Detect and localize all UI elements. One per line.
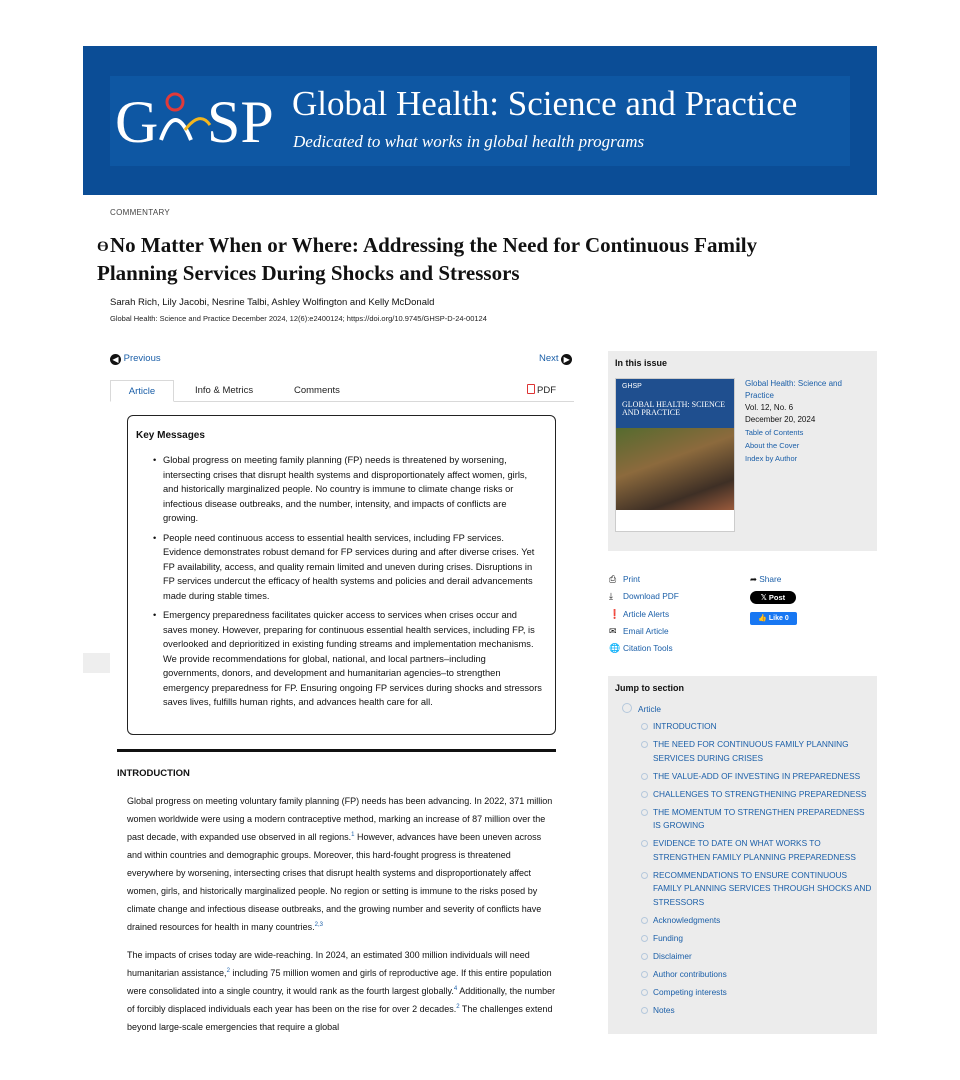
print-label: Print [623,574,641,584]
ghsp-logo [115,80,275,160]
cover-header [616,379,735,428]
citation-tools-label: Citation Tools [623,643,673,653]
reference-link[interactable]: 4 [453,986,458,992]
article-title [97,232,827,286]
issue-date: December 20, 2024 [745,415,816,424]
table-of-contents-link[interactable]: Table of Contents [745,428,804,437]
print-link[interactable] [609,574,640,585]
alert-icon: ❗ [609,609,621,619]
tab-pdf[interactable] [527,380,556,402]
fb-like-label: Like 0 [768,615,789,622]
article-alerts-label: Article Alerts [623,609,670,619]
section-divider [117,749,556,752]
download-pdf-link[interactable] [609,591,679,602]
printer-icon: ⎙ [609,574,617,584]
jump-link-value-add[interactable]: THE VALUE-ADD OF INVESTING IN PREPAREDNESS [641,770,873,784]
arrow-right-icon: ▶ [561,354,572,365]
text-run: Global progress on meeting voluntary family planning (FP) needs has been advancing. In 2022, 371 million women worldwide were using a modern contraceptive method, marking an increase of 87 million over the past decade, with expanded use observed in all regions. [127,796,553,842]
citation-tools-link[interactable] [609,643,673,654]
jump-article-label: Article [638,704,662,714]
reference-link[interactable]: 2,3 [314,922,323,928]
article-tabs [110,380,574,402]
intro-paragraph-2 [127,946,557,1036]
circle-icon [622,703,632,713]
jump-link-author-contributions[interactable]: Author contributions [641,968,873,982]
key-message-item: • People need continuous access to essential health services, including FP services. Evidence demonstrates robust demand for FP services during and after diverse crises. Yet FP availability, access, and quality remain limited and uneven during crises. Disruptions in FP services undercut the efficacy of health systems and policies and derail advancements made during stable times. [163,531,547,604]
thumbs-up-icon: 👍 [758,615,767,622]
journal-banner[interactable] [83,46,877,195]
article-title-text: No Matter When or Where: Addressing the Need for Continuous Family Planning Services During Shocks and Stressors [97,233,758,285]
issue-cover-image[interactable] [615,378,735,532]
tab-comments[interactable]: Comments [294,385,340,396]
jump-section-list [641,720,873,1022]
in-this-issue-panel [608,351,877,551]
reference-link[interactable]: 2 [226,968,230,974]
article-alerts-link[interactable] [609,609,669,620]
share-label: Share [759,574,782,584]
share-icon: ➦ [750,574,757,584]
text-run: Additionally, the number of forcibly displaced individuals each year has been on the rise for over 2 decades. [127,986,556,1014]
key-message-item: • Emergency preparedness facilitates quicker access to services when crises occur and saves money. However, preparing for continuous essential health services, including FP, is overlooked and deprioritized in existing funding streams and implementation mechanisms. We provide recommendations for global, national, and local partners–including governments, donors, and development and humanitarian agencies–to strengthen emergency preparedness for FP. Ensuring ongoing FP services during shocks and stressors saves lives, fulfills human rights, and advances health care for all. [163,608,547,710]
globe-icon: 🌐 [609,643,621,653]
jump-link-funding[interactable]: Funding [641,932,873,946]
x-post-button[interactable]: 𝕏 Post [750,591,796,604]
author-list[interactable]: Sarah Rich, Lily Jacobi, Nesrine Talbi, Ashley Wolfington and Kelly McDonald [110,297,435,308]
journal-tagline: Dedicated to what works in global health programs [293,132,645,151]
jump-link-momentum[interactable]: THE MOMENTUM TO STRENGTHEN PREPAREDNESS IS GROWING [641,806,873,833]
jump-article-link[interactable] [622,703,661,714]
reference-link[interactable]: 2 [456,1004,460,1010]
cover-logo: GHSP [622,383,642,390]
jump-to-section-panel [608,676,877,1034]
download-pdf-label: Download PDF [623,591,679,601]
article-tools [608,574,877,664]
issue-info [745,378,870,465]
journal-title: Global Health: Science and Practice [292,84,798,123]
text-run: including 75 million women and girls of reproductive age. If this entire population were consolidated into a single country, it would rank as the fourth largest globally. [127,968,552,996]
next-label: Next [539,353,559,364]
email-article-link[interactable] [609,626,669,637]
issue-volume: Vol. 12, No. 6 [745,403,794,412]
about-cover-link[interactable]: About the Cover [745,441,800,450]
svg-text:G: G [115,89,159,155]
reference-link[interactable]: 1 [351,832,355,838]
jump-link-disclaimer[interactable]: Disclaimer [641,950,873,964]
intro-paragraph-1 [127,792,557,936]
jump-link-acknowledgments[interactable]: Acknowledgments [641,914,873,928]
citation-line: Global Health: Science and Practice December 2024, 12(6):e2400124; https://doi.org/10.9745/GHSP-D-24-00124 [110,314,487,323]
envelope-icon: ✉ [609,626,617,636]
pdf-label: PDF [537,385,556,396]
jump-to-section-heading: Jump to section [615,683,685,693]
download-icon: ⤓ [609,591,613,601]
key-messages-list [136,453,547,710]
jump-link-evidence[interactable]: EVIDENCE TO DATE ON WHAT WORKS TO STRENGTHEN FAMILY PLANNING PREPAREDNESS [641,837,873,864]
arrow-left-icon: ◀ [110,354,121,365]
introduction-heading: INTRODUCTION [117,768,190,779]
jump-link-introduction[interactable]: INTRODUCTION [641,720,873,734]
tab-info-metrics[interactable]: Info & Metrics [195,385,254,396]
cover-footer [616,510,735,532]
banner-inner [110,76,850,166]
next-link[interactable] [539,353,572,365]
pdf-icon [527,384,535,394]
open-access-icon: ϴ [97,239,109,255]
section-label: COMMENTARY [110,208,171,217]
index-by-author-link[interactable]: Index by Author [745,454,798,463]
jump-link-need[interactable]: THE NEED FOR CONTINUOUS FAMILY PLANNING SERVICES DURING CRISES [641,738,873,765]
jump-link-competing-interests[interactable]: Competing interests [641,986,873,1000]
cover-title: GLOBAL HEALTH: SCIENCE AND PRACTICE [622,400,725,417]
issue-journal-link[interactable]: Global Health: Science and Practice [745,379,842,400]
text-run: The impacts of crises today are wide-reaching. In 2024, an estimated 300 million individuals will need humanitarian assistance, [127,950,530,978]
cover-photo [616,428,735,510]
key-messages-title: Key Messages [136,430,205,441]
text-run: However, advances have been uneven across and within countries and demographic groups. Moreover, this hard-fought progress is threatened everywhere by worsening, intersecting crises that disrupt health systems and disproportionately affect women, girls, and historically marginalized people. No region or setting is immune to the risks posed by climate change and infectious disease outbreaks, and the growing number and severity of conflicts have drained resources for health in many countries. [127,832,542,932]
share-link[interactable] [750,574,781,584]
email-article-label: Email Article [623,626,669,636]
in-this-issue-heading: In this issue [615,358,668,368]
tab-article[interactable]: Article [110,380,174,402]
jump-link-notes[interactable]: Notes [641,1004,873,1018]
facebook-like-button[interactable] [750,612,797,625]
previous-label: Previous [123,353,161,364]
side-handle[interactable] [83,653,110,673]
key-message-item: • Global progress on meeting family planning (FP) needs is threatened by worsening, intersecting crises that disrupt health systems and disproportionately affect women, girls, and historically marginalized people. No country is immune to climate change risks or infectious disease outbreaks, and the number, intensity, and impacts of conflicts are growing. [163,453,547,526]
previous-link[interactable] [110,353,161,365]
svg-text:SP: SP [207,89,274,155]
jump-link-challenges[interactable]: CHALLENGES TO STRENGTHENING PREPAREDNESS [641,788,873,802]
jump-link-recommendations[interactable]: RECOMMENDATIONS TO ENSURE CONTINUOUS FAMILY PLANNING SERVICES THROUGH SHOCKS AND STRESSORS [641,869,873,910]
text-run: The challenges extend beyond large-scale emergencies that require a global [127,1004,553,1032]
key-messages-box [127,415,556,735]
